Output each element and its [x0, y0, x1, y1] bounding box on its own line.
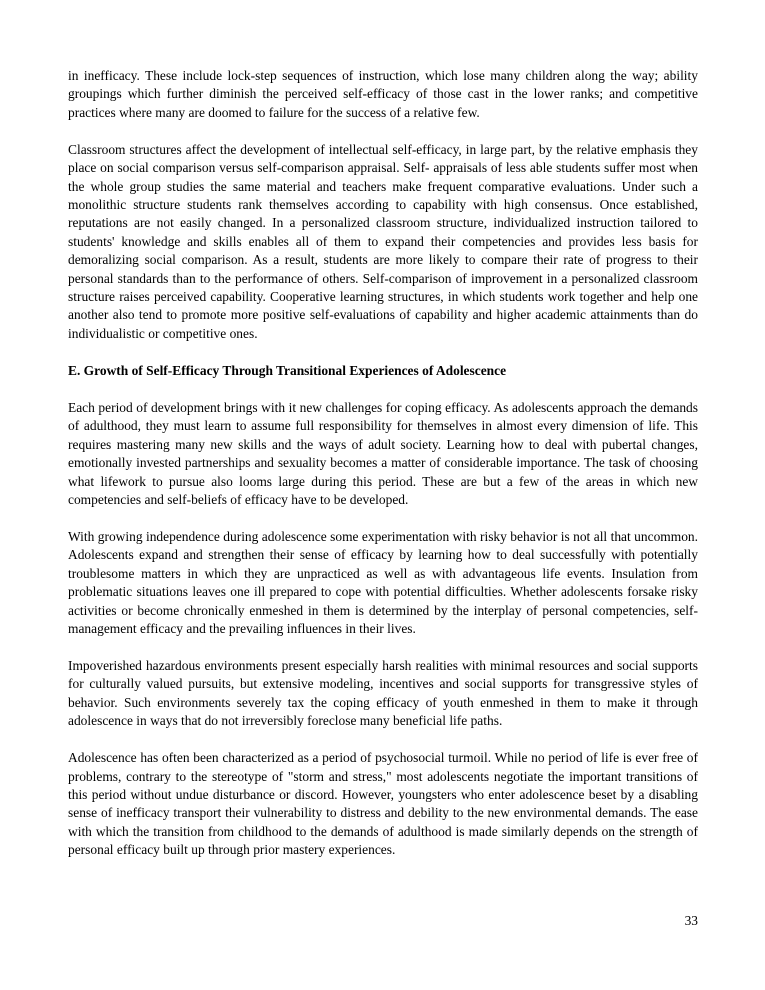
paragraph-risky-behavior: With growing independence during adolescence some experimentation with risky behavior is not all that uncommon. Adolescents expand and strengthen their sense of efficacy by learning how to deal successfully with potentially troublesome matters in which they are unpracticed as well as with advantageous life events. Insulation from problematic situations leaves one ill prepared to cope with potential difficulties. Whether adolescents forsake risky activities or become chronically enmeshed in them is determined by the interplay of personal competencies, self- management efficacy and the prevailing influences in their lives.: [68, 528, 698, 636]
paragraph-inefficacy-practices: in inefficacy. These include lock-step sequences of instruction, which lose many children along the way; ability groupings which further diminish the perceived self-efficacy of those cast in the lower ranks; and competitive practices where many are doomed to failure for the success of a relative few.: [68, 68, 698, 120]
document-body: [68, 67, 698, 860]
paragraph-spacer: [68, 731, 698, 750]
paragraph-spacer: [68, 122, 698, 141]
paragraph-hazardous-environments: Impoverished hazardous environments present especially harsh realities with minimal resources and social supports for culturally valued pursuits, but extensive modeling, incentives and social supports for transgressive styles of behavior. Such environments severely tax the coping efficacy of youth enmeshed in them to make it through adolescence in ways that do not irreversibly foreclose many beneficial life paths.: [68, 657, 698, 729]
paragraph-classroom-structures: Classroom structures affect the development of intellectual self-efficacy, in large part, by the relative emphasis they place on social comparison versus self-comparison appraisal. Self- appraisals of less able students suffer most when the whole group studies the same material and teachers make frequent comparative evaluations. Under such a monolithic structure students rank themselves according to capability with high consensus. Once established, reputations are not easily changed. In a personalized classroom structure, individualized instruction tailored to students' knowledge and skills enables all of them to expand their competencies and provides less basis for demoralizing social comparison. As a result, students are more likely to compare their rate of progress to their personal standards than to the performance of others. Self-comparison of improvement in a personalized classroom structure raises perceived capability. Cooperative learning structures, in which students work together and help one another also tend to promote more positive self-evaluations of capability and higher academic attainments than do individualistic or competitive ones.: [68, 141, 698, 341]
paragraph-psychosocial-turmoil: Adolescence has often been characterized as a period of psychosocial turmoil. While no period of life is ever free of problems, contrary to the stereotype of "storm and stress," most adolescents negotiate the important transitions of this period without undue disturbance or discord. However, youngsters who enter adolescence beset by a disabling sense of inefficacy transport their vulnerability to distress and debility to the new environmental demands. The ease with which the transition from childhood to the demands of adulthood is made similarly depends on the strength of personal efficacy built up through prior mastery experiences.: [68, 750, 698, 858]
section-heading: E. Growth of Self-Efficacy Through Transitional Experiences of Adolescence: [68, 362, 507, 378]
paragraph-spacer: [68, 343, 698, 362]
paragraph-development-challenges: Each period of development brings with it new challenges for coping efficacy. As adolescents approach the demands of adulthood, they must learn to assume full responsibility for themselves in almost every dimension of life. This requires mastering many new skills and the ways of adult society. Learning how to deal with pubertal changes, emotionally invested partnerships and sexuality becomes a matter of considerable importance. The task of choosing what lifework to pursue also looms large during this period. These are but a few of the areas in which new competencies and self-beliefs of efficacy have to be developed.: [68, 399, 698, 507]
page-number: 33: [684, 913, 698, 928]
paragraph-spacer: [68, 638, 698, 657]
paragraph-spacer: [68, 380, 698, 399]
paragraph-spacer: [68, 509, 698, 528]
